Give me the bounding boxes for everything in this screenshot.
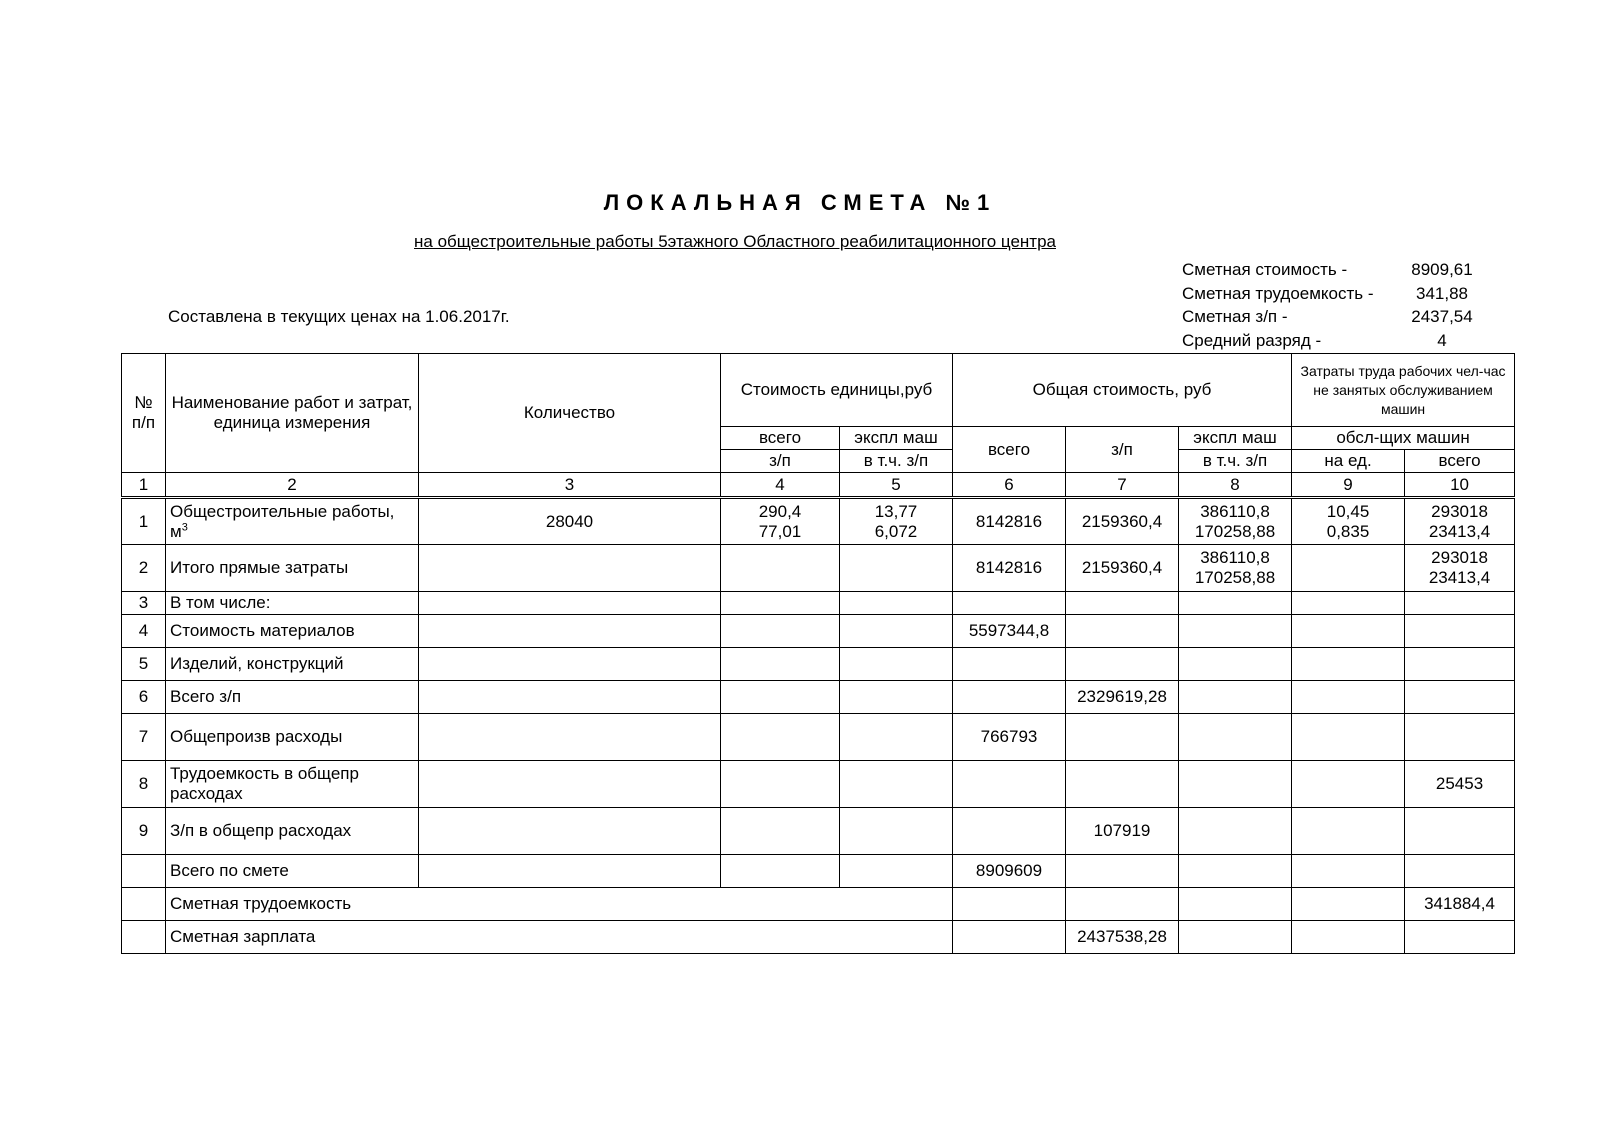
row-c6: 766793: [953, 714, 1066, 761]
cell-line: 10,45: [1326, 501, 1370, 521]
header-vsego: всего: [721, 427, 840, 450]
empty-cell: [1066, 592, 1179, 615]
summary-value: 8909,61: [1411, 260, 1473, 279]
row-c10: 341884,4: [1405, 888, 1515, 921]
summary-block: [1182, 260, 1502, 354]
empty-cell: [1405, 592, 1515, 615]
row-name: Всего по смете: [166, 855, 419, 888]
empty-cell: [1405, 681, 1515, 714]
empty-cell: [419, 855, 721, 888]
empty-cell: [419, 714, 721, 761]
empty-cell: [721, 681, 840, 714]
row-name: Всего з/п: [166, 681, 419, 714]
summary-row: [1182, 284, 1502, 308]
document-title: ЛОКАЛЬНАЯ СМЕТА №1: [603, 190, 997, 215]
row-name: Стоимость материалов: [166, 615, 419, 648]
empty-cell: [1292, 648, 1405, 681]
summary-label: Средний разряд -: [1182, 330, 1322, 350]
empty-cell: [721, 808, 840, 855]
empty-cell: [953, 592, 1066, 615]
summary-row: [1182, 260, 1502, 284]
composed-date-note: Составлена в текущих ценах на 1.06.2017г.: [168, 307, 510, 326]
empty-cell: [1292, 681, 1405, 714]
empty-cell: [1066, 761, 1179, 808]
empty-cell: [1179, 888, 1292, 921]
empty-cell: [1405, 808, 1515, 855]
header-vtch-total: в т.ч. з/п: [1179, 450, 1292, 473]
column-number: 1: [122, 473, 166, 498]
cell-line: 170258,88: [1194, 521, 1276, 541]
empty-cell: [953, 921, 1066, 954]
empty-cell: [419, 592, 721, 615]
header-na-ed: на ед.: [1292, 450, 1405, 473]
row-c6: 8142816: [953, 545, 1066, 592]
empty-cell: [1179, 855, 1292, 888]
cell-line: 0,835: [1326, 521, 1370, 541]
empty-cell: [1405, 648, 1515, 681]
empty-cell: [721, 714, 840, 761]
empty-cell: [953, 808, 1066, 855]
empty-cell: [419, 615, 721, 648]
estimate-table: [121, 353, 1515, 954]
header-ekspl: экспл маш: [840, 427, 953, 450]
row-c10: [1405, 545, 1515, 592]
row-number: [122, 921, 166, 954]
empty-cell: [840, 761, 953, 808]
empty-cell: [1179, 808, 1292, 855]
cell-line: 170258,88: [1194, 568, 1276, 587]
empty-cell: [1066, 888, 1179, 921]
header-name: Наименование работ и затрат, единица измерения: [166, 354, 419, 473]
empty-cell: [1066, 714, 1179, 761]
table-row: [122, 888, 1515, 921]
row-name: Трудоемкость в общепр расходах: [166, 761, 419, 808]
summary-label: Сметная трудоемкость -: [1182, 283, 1374, 303]
table-row: [122, 615, 1515, 648]
row-c6: 8142816: [953, 498, 1066, 545]
cell-line: 293018: [1431, 501, 1488, 521]
summary-row: [1182, 331, 1502, 355]
empty-cell: [419, 808, 721, 855]
empty-cell: [953, 888, 1066, 921]
header-vsego2: всего: [1405, 450, 1515, 473]
empty-cell: [1292, 808, 1405, 855]
row-number: 6: [122, 681, 166, 714]
cell-line: 386110,8: [1200, 548, 1270, 567]
row-qty: 28040: [419, 498, 721, 545]
summary-label: Сметная стоимость -: [1182, 260, 1348, 279]
empty-cell: [721, 592, 840, 615]
row-c9: [1292, 498, 1405, 545]
table-row: [122, 648, 1515, 681]
row-name: Сметная трудоемкость: [166, 888, 953, 921]
header-total-cost: Общая стоимость, руб: [953, 354, 1292, 427]
empty-cell: [1405, 921, 1515, 954]
header-row: [122, 354, 1515, 427]
empty-cell: [1179, 714, 1292, 761]
row-c5: [840, 498, 953, 545]
empty-cell: [1066, 855, 1179, 888]
summary-value: 2437,54: [1411, 307, 1473, 326]
row-qty: [419, 545, 721, 592]
empty-cell: [1405, 855, 1515, 888]
column-number-row: [122, 473, 1515, 498]
empty-cell: [1292, 714, 1405, 761]
row-c5: [840, 545, 953, 592]
row-name: З/п в общепр расходах: [166, 808, 419, 855]
empty-cell: [840, 592, 953, 615]
row-number: 8: [122, 761, 166, 808]
empty-cell: [840, 615, 953, 648]
summary-value: 4: [1437, 330, 1447, 350]
row-name: Общепроизв расходы: [166, 714, 419, 761]
table-row: [122, 808, 1515, 855]
cell-line: 77,01: [758, 521, 802, 541]
row-c7: 107919: [1066, 808, 1179, 855]
empty-cell: [721, 855, 840, 888]
empty-cell: [721, 615, 840, 648]
row-number: 1: [122, 498, 166, 545]
summary-row: [1182, 307, 1502, 331]
cell-line: 13,77: [874, 501, 918, 521]
row-name: Сметная зарплата: [166, 921, 953, 954]
empty-cell: [840, 681, 953, 714]
empty-cell: [721, 648, 840, 681]
table-row: [122, 855, 1515, 888]
empty-cell: [1179, 921, 1292, 954]
row-number: [122, 855, 166, 888]
table-row: [122, 498, 1515, 545]
header-obsl: обсл-щих машин: [1292, 427, 1515, 450]
row-c8: [1179, 498, 1292, 545]
row-c4: [721, 498, 840, 545]
row-number: 3: [122, 592, 166, 615]
empty-cell: [419, 761, 721, 808]
header-ekspl-total: экспл маш: [1179, 427, 1292, 450]
table-row: [122, 761, 1515, 808]
row-c7: 2437538,28: [1066, 921, 1179, 954]
header-qty: Количество: [419, 354, 721, 473]
header-zp-total: з/п: [1066, 427, 1179, 473]
row-number: 9: [122, 808, 166, 855]
header-zp: з/п: [721, 450, 840, 473]
empty-cell: [953, 681, 1066, 714]
empty-cell: [1179, 615, 1292, 648]
column-number: 7: [1066, 473, 1179, 498]
row-c4: [721, 545, 840, 592]
row-c7: 2159360,4: [1066, 498, 1179, 545]
table-row: [122, 681, 1515, 714]
empty-cell: [1405, 714, 1515, 761]
column-number: 6: [953, 473, 1066, 498]
empty-cell: [1066, 648, 1179, 681]
row-number: [122, 888, 166, 921]
empty-cell: [840, 714, 953, 761]
row-c6: 8909609: [953, 855, 1066, 888]
row-name: [166, 498, 419, 545]
row-c7: 2159360,4: [1066, 545, 1179, 592]
summary-label: Сметная з/п -: [1182, 307, 1288, 326]
summary-value: 341,88: [1416, 283, 1468, 303]
empty-cell: [419, 648, 721, 681]
cell-line: 290,4: [758, 501, 802, 521]
row-c6: 5597344,8: [953, 615, 1066, 648]
header-vtch: в т.ч. з/п: [840, 450, 953, 473]
cell-line: 293018: [1431, 548, 1488, 567]
header-unit-cost: Стоимость единицы,руб: [721, 354, 953, 427]
row-c8: [1179, 545, 1292, 592]
row-number: 2: [122, 545, 166, 592]
empty-cell: [1292, 761, 1405, 808]
column-number: 4: [721, 473, 840, 498]
header-vsego-total: всего: [953, 427, 1066, 473]
column-number: 10: [1405, 473, 1515, 498]
empty-cell: [721, 761, 840, 808]
table-row: [122, 921, 1515, 954]
empty-cell: [1179, 648, 1292, 681]
row-c9: [1292, 545, 1405, 592]
empty-cell: [1179, 592, 1292, 615]
row-c10: 25453: [1405, 761, 1515, 808]
empty-cell: [1179, 761, 1292, 808]
column-number: 8: [1179, 473, 1292, 498]
row-number: 7: [122, 714, 166, 761]
cell-line: 23413,4: [1428, 521, 1491, 541]
empty-cell: [953, 648, 1066, 681]
empty-cell: [1292, 615, 1405, 648]
row-name-text: Общестроительные работы, м: [170, 501, 395, 541]
table-row: [122, 545, 1515, 592]
empty-cell: [1405, 615, 1515, 648]
header-labor: Затраты труда рабочих чел-час не занятых обслуживанием машин: [1292, 354, 1515, 427]
header-num: № п/п: [122, 354, 166, 473]
empty-cell: [953, 761, 1066, 808]
table-row: [122, 714, 1515, 761]
document-subtitle: на общестроительные работы 5этажного Областного реабилитационного центра: [414, 232, 1056, 251]
row-name: Итого прямые затраты: [166, 545, 419, 592]
empty-cell: [840, 648, 953, 681]
empty-cell: [840, 855, 953, 888]
empty-cell: [419, 681, 721, 714]
row-name: Изделий, конструкций: [166, 648, 419, 681]
column-number: 9: [1292, 473, 1405, 498]
row-c10: [1405, 498, 1515, 545]
table-row: [122, 592, 1515, 615]
cell-line: 6,072: [874, 521, 918, 541]
empty-cell: [1066, 615, 1179, 648]
empty-cell: [1292, 592, 1405, 615]
row-c7: 2329619,28: [1066, 681, 1179, 714]
column-number: 5: [840, 473, 953, 498]
cell-line: 23413,4: [1428, 568, 1491, 587]
row-number: 5: [122, 648, 166, 681]
empty-cell: [1179, 681, 1292, 714]
empty-cell: [1292, 888, 1405, 921]
column-number: 2: [166, 473, 419, 498]
row-name: В том числе:: [166, 592, 419, 615]
column-number: 3: [419, 473, 721, 498]
empty-cell: [1292, 921, 1405, 954]
cell-line: 386110,8: [1200, 501, 1270, 521]
unit-superscript: 3: [181, 520, 188, 533]
empty-cell: [1292, 855, 1405, 888]
row-number: 4: [122, 615, 166, 648]
empty-cell: [840, 808, 953, 855]
